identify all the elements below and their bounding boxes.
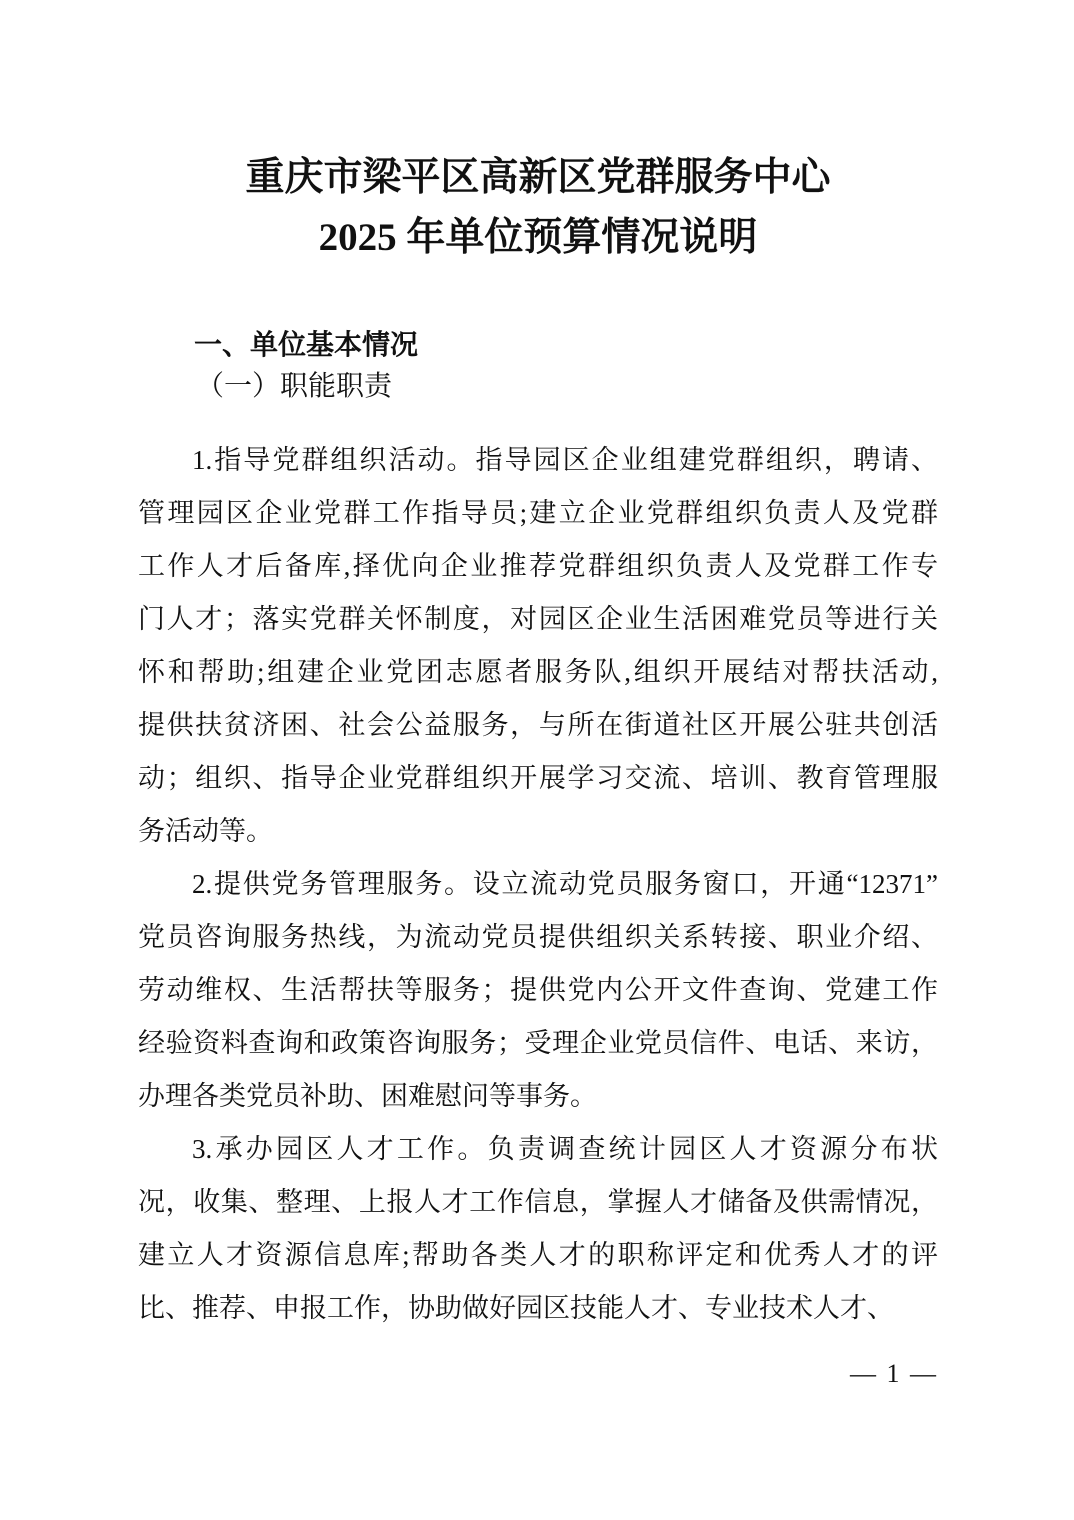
document-title-line1: 重庆市梁平区高新区党群服务中心 bbox=[245, 156, 831, 199]
body-line: 劳动维权、生活帮扶等服务；提供党内公开文件查询、党建工作 bbox=[138, 975, 938, 1005]
page-number: — 1 — bbox=[850, 1359, 938, 1388]
document-content bbox=[138, 0, 938, 1388]
document-title bbox=[138, 148, 938, 268]
body-line: 建立人才资源信息库;帮助各类人才的职称评定和优秀人才的评 bbox=[138, 1240, 938, 1270]
body-line: 管理园区企业党群工作指导员;建立企业党群组织负责人及党群 bbox=[138, 498, 938, 528]
body-line: 动；组织、指导企业党群组织开展学习交流、培训、教育管理服 bbox=[138, 763, 938, 793]
document-body bbox=[138, 434, 938, 1335]
body-line: 党员咨询服务热线，为流动党员提供组织关系转接、职业介绍、 bbox=[138, 922, 938, 952]
body-line: 况，收集、整理、上报人才工作信息，掌握人才储备及供需情况， bbox=[138, 1187, 938, 1217]
paragraph-2 bbox=[138, 858, 938, 1123]
body-line: 门人才；落实党群关怀制度，对园区企业生活困难党员等进行关 bbox=[138, 604, 938, 634]
paragraph-3 bbox=[138, 1123, 938, 1335]
body-line: 务活动等。 bbox=[138, 816, 273, 846]
document-title-line2: 2025 年单位预算情况说明 bbox=[318, 216, 758, 259]
body-line: 怀和帮助;组建企业党团志愿者服务队,组织开展结对帮扶活动, bbox=[138, 657, 938, 687]
body-line: 2.提供党务管理服务。设立流动党员服务窗口，开通“12371” bbox=[192, 869, 938, 899]
body-line: 比、推荐、申报工作，协助做好园区技能人才、专业技术人才、 bbox=[138, 1293, 894, 1323]
section-heading: 一、单位基本情况 bbox=[194, 329, 419, 360]
paragraph-1 bbox=[138, 434, 938, 858]
body-line: 提供扶贫济困、社会公益服务，与所在街道社区开展公驻共创活 bbox=[138, 710, 938, 740]
body-line: 1.指导党群组织活动。指导园区企业组建党群组织，聘请、 bbox=[192, 445, 938, 475]
body-line: 3.承办园区人才工作。负责调查统计园区人才资源分布状 bbox=[192, 1134, 938, 1164]
body-line: 工作人才后备库,择优向企业推荐党群组织负责人及党群工作专 bbox=[138, 551, 938, 581]
body-line: 经验资料查询和政策咨询服务；受理企业党员信件、电话、来访， bbox=[138, 1028, 938, 1058]
subsection-heading: （一）职能职责 bbox=[196, 371, 393, 402]
body-line: 办理各类党员补助、困难慰问等事务。 bbox=[138, 1081, 597, 1111]
